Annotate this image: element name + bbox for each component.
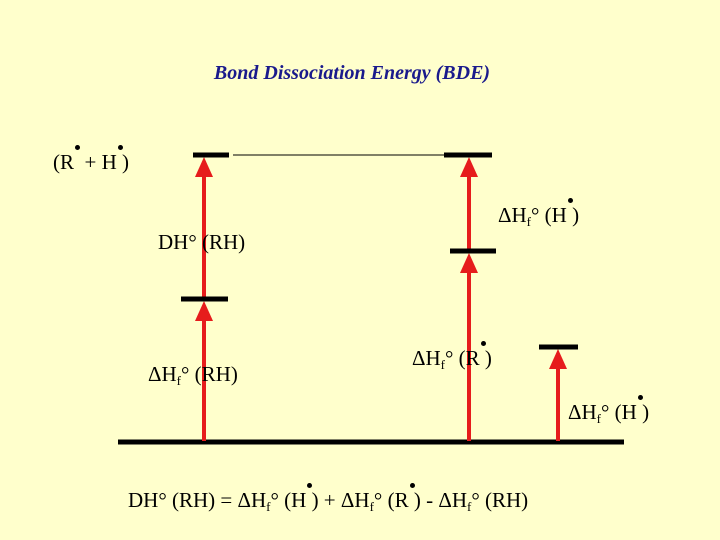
hf-r-label: $\Delta H_f^\circ$ (R ) xyxy=(412,346,492,372)
radical-h: ° (H xyxy=(531,203,567,227)
arrow-hf-r-head xyxy=(460,253,478,273)
arrow-hf-h-upper xyxy=(460,157,478,250)
radical-h: ° (H xyxy=(601,400,637,424)
arrow-dh-rh-head xyxy=(195,157,213,177)
arrow-hf-h-right-head xyxy=(549,349,567,369)
hf-h-right-label: $\Delta H_f^\circ$ (H ) xyxy=(568,400,650,426)
bde-equation: DH° $(RH) = \Delta H_f^\circ$ (H ) + $\Delta H_f^\circ$ (R ) - $\Delta H_f^\circ$ (RH) xyxy=(128,488,529,514)
hf-h-upper-label: $\Delta H_f^\circ$ (H ) xyxy=(498,203,580,229)
radical-h: + H xyxy=(84,150,117,174)
arrow-hf-h-right xyxy=(549,349,567,441)
radical-h: ° (H xyxy=(270,488,307,512)
arrow-dh-rh xyxy=(195,157,213,298)
arrow-hf-h-upper-head xyxy=(460,157,478,177)
hf-rh-label: $\Delta H_f^\circ$ (RH) xyxy=(148,362,238,388)
radical-r: ° (R xyxy=(445,346,480,370)
radicals-label: (R + H ) xyxy=(53,150,130,174)
radical-r: (R xyxy=(53,150,74,174)
radical-r: ° (R xyxy=(373,488,409,512)
diagram-title: Bond Dissociation Energy (BDE) xyxy=(213,62,491,84)
dh-rh-label: DH° (RH) xyxy=(158,230,246,254)
arrow-hf-rh-head xyxy=(195,301,213,321)
